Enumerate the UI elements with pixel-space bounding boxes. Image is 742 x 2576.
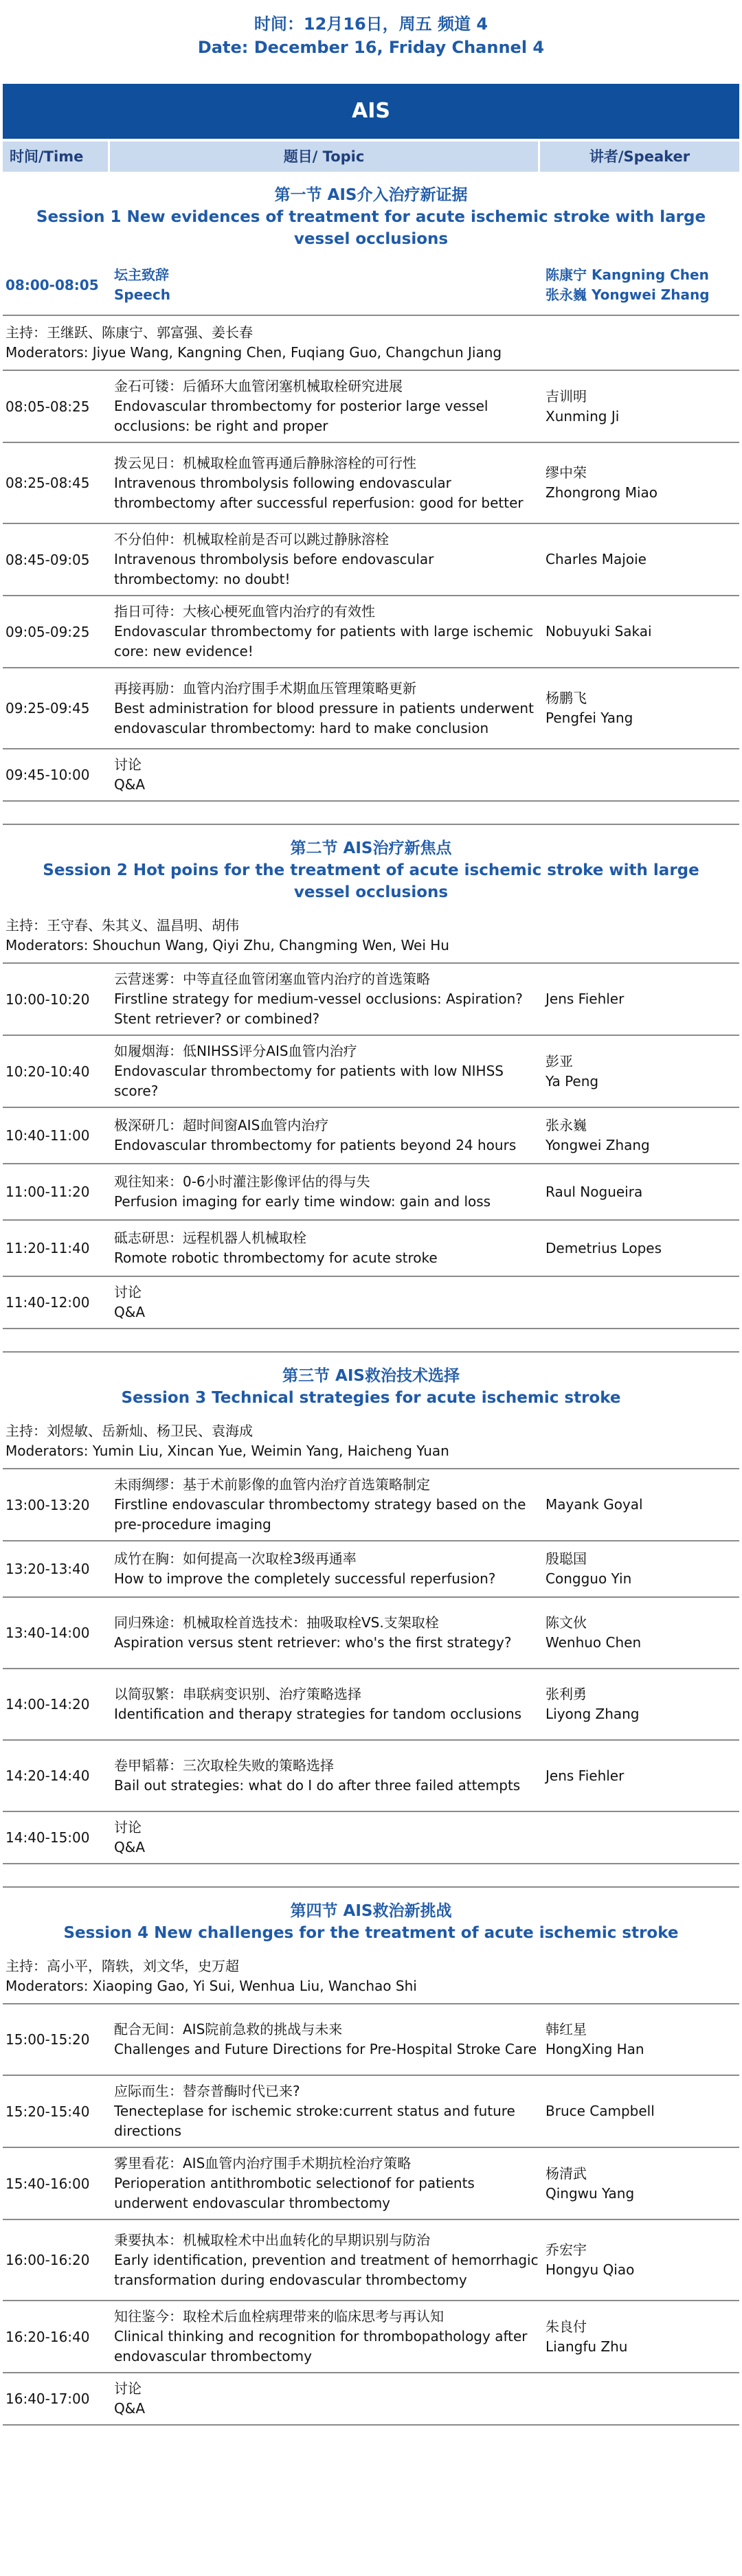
slot-speaker-line: Zhongrong Miao	[546, 484, 658, 501]
slot-speaker-line: Pengfei Yang	[546, 710, 633, 726]
schedule-row	[3, 1812, 739, 1864]
slot-speaker	[540, 1613, 739, 1653]
schedule-row	[3, 596, 739, 668]
slot-time: 16:40-17:00	[5, 2391, 90, 2407]
schedule-row	[3, 1469, 739, 1541]
session-gap	[3, 802, 739, 825]
slot-topic-line: 讨论	[114, 756, 142, 773]
slot-topic	[110, 1036, 540, 1107]
slot-topic-line: 坛主致辞	[114, 267, 169, 283]
slot-topic	[110, 1223, 540, 1274]
slot-time: 09:05-09:25	[5, 623, 90, 640]
slot-topic-line: 讨论	[114, 2380, 142, 2397]
slot-topic	[110, 1469, 540, 1540]
session-gap	[3, 1864, 739, 1888]
slot-time: 09:25-09:45	[5, 700, 90, 716]
slot-topic-line: Aspiration versus stent retriever: who's the first strategy?	[114, 1634, 512, 1651]
slot-speaker	[540, 989, 739, 1009]
slot-time: 11:20-11:40	[5, 1240, 90, 1256]
slot-speaker	[540, 463, 739, 503]
slot-topic-line: Speech	[114, 286, 170, 303]
ais-banner: AIS	[3, 84, 739, 139]
schedule-row	[3, 1598, 739, 1669]
slot-time: 14:20-14:40	[5, 1767, 90, 1784]
column-headers	[3, 142, 739, 172]
slot-time: 15:00-15:20	[5, 2031, 90, 2048]
slot-speaker-line: Charles Majoie	[546, 551, 647, 567]
slot-speaker-line: Jens Fiehler	[546, 991, 625, 1007]
slot-topic	[110, 265, 540, 305]
slot-speaker	[540, 688, 739, 728]
slot-time: 10:00-10:20	[5, 991, 90, 1008]
slot-topic	[110, 2225, 540, 2296]
slot-speaker	[540, 550, 739, 569]
schedule-row	[3, 2148, 739, 2220]
slot-time: 13:00-13:20	[5, 1496, 90, 1513]
slot-speaker-line: Congguo Yin	[546, 1570, 632, 1587]
slot-topic	[110, 1277, 540, 1328]
slot-time: 15:20-15:40	[5, 2103, 90, 2120]
slot-speaker	[540, 2101, 739, 2121]
slot-topic-line: 成竹在胸：如何提高一次取栓3级再通率	[114, 1550, 357, 1567]
schedule-row	[3, 443, 739, 524]
session-title-en: Session 1 New evidences of treatment for acute ischemic stroke with large vessel occlusions	[36, 208, 706, 248]
slot-topic-line: 拨云见日：机械取栓血管再通后静脉溶栓的可行性	[114, 454, 416, 471]
slot-time: 09:45-10:00	[5, 767, 90, 783]
slot-topic-line: Intravenous thrombolysis following endovascular thrombectomy after successful reperfusion: good for better	[114, 474, 524, 511]
slot-topic-line: 观往知来：0-6小时灌注影像评估的得与失	[114, 1173, 370, 1190]
slot-topic-line: 金石可镂：后循环大血管闭塞机械取栓研究进展	[114, 378, 403, 394]
slot-time: 08:00-08:05	[5, 277, 99, 293]
header-date-cn: 时间：12月16日，周五 频道 4	[254, 14, 488, 34]
slot-topic	[110, 749, 540, 800]
slot-speaker-line: 吉训明	[546, 387, 587, 405]
slot-topic-line: 配合无间：AIS院前急救的挑战与未来	[114, 2021, 343, 2037]
slot-speaker	[540, 1182, 739, 1202]
slot-topic-line: How to improve the completely successful reperfusion?	[114, 1570, 496, 1587]
slot-topic-line: 云营迷雾：中等直径血管闭塞血管内治疗的首选策略	[114, 971, 430, 987]
slot-speaker-line: 陈文伙	[546, 1614, 587, 1631]
slot-speaker-line: 杨鹏飞	[546, 690, 587, 706]
slot-speaker	[540, 387, 739, 427]
schedule-row	[3, 1277, 739, 1329]
slot-speaker-line: Demetrius Lopes	[546, 1239, 662, 1256]
slot-topic-line: 知往鉴今：取栓术后血栓病理带来的临床思考与再认知	[114, 2308, 444, 2325]
column-header-time: 时间/Time	[3, 142, 110, 172]
slot-topic-line: Clinical thinking and recognition for thrombopathology after endovascular thrombectomy	[114, 2328, 528, 2364]
slot-topic-line: 不分伯仲：机械取栓前是否可以跳过静脉溶栓	[114, 531, 389, 547]
schedule-row	[3, 524, 739, 596]
slot-topic-line: 砥志研思：远程机器人机械取栓	[114, 1230, 306, 1246]
slot-speaker	[540, 622, 739, 642]
slot-topic-line: Endovascular thrombectomy for patients with low NIHSS score?	[114, 1063, 504, 1099]
slot-speaker-line: Ya Peng	[546, 1072, 599, 1089]
slot-topic-line: Endovascular thrombectomy for patients beyond 24 hours	[114, 1137, 517, 1153]
slot-speaker	[540, 2020, 739, 2059]
slot-speaker-line: Liyong Zhang	[546, 1706, 640, 1722]
slot-topic	[110, 964, 540, 1035]
slot-speaker-line: 张永巍 Yongwei Zhang	[546, 286, 710, 303]
slot-speaker-line: Jens Fiehler	[546, 1767, 625, 1784]
slot-time: 14:40-15:00	[5, 1829, 90, 1846]
slot-time: 13:40-14:00	[5, 1625, 90, 1641]
schedule-row	[3, 1036, 739, 1108]
schedule-row	[3, 1221, 739, 1277]
schedule-row	[3, 1164, 739, 1221]
schedule-row	[3, 964, 739, 1036]
slot-topic-line: 以简驭繁：串联病变识别、治疗策略选择	[114, 1686, 361, 1702]
schedule-row	[3, 2373, 739, 2426]
slot-speaker	[540, 1549, 739, 1589]
session-title-en: Session 2 Hot poins for the treatment of acute ischemic stroke with large vessel occlusions	[43, 861, 699, 901]
slot-time: 10:40-11:00	[5, 1127, 90, 1144]
slot-topic-line: Identification and therapy strategies for tandom occlusions	[114, 1706, 522, 1722]
session-title	[0, 825, 742, 909]
session-title-en: Session 4 New challenges for the treatment of acute ischemic stroke	[63, 1924, 679, 1942]
opening-row	[3, 256, 739, 316]
session-title-en: Session 3 Technical strategies for acute ischemic stroke	[121, 1389, 621, 1407]
slot-time: 11:40-12:00	[5, 1294, 90, 1311]
slot-speaker-line: 缪中荣	[546, 464, 587, 481]
session-title-cn: 第一节 AIS介入治疗新证据	[274, 186, 468, 204]
schedule-row	[3, 371, 739, 443]
session-title	[0, 1888, 742, 1950]
slot-topic-line: 同归殊途：机械取栓首选技术：抽吸取栓VS.支架取栓	[114, 1614, 439, 1631]
slot-speaker-line: 陈康宁 Kangning Chen	[546, 267, 709, 283]
slot-topic-line: Perfusion imaging for early time window: gain and loss	[114, 1193, 491, 1210]
slot-topic-line: Q&A	[114, 776, 146, 793]
slot-speaker	[540, 1684, 739, 1724]
slot-topic-line: Romote robotic thrombectomy for acute stroke	[114, 1250, 438, 1266]
slot-speaker	[540, 1766, 739, 1786]
slot-time: 08:05-08:25	[5, 398, 90, 415]
slot-speaker-line: Xunming Ji	[546, 407, 620, 425]
slot-speaker-line: Qingwu Yang	[546, 2184, 635, 2202]
slot-time: 08:45-09:05	[5, 551, 90, 568]
slot-speaker-line: 张永巍	[546, 1117, 587, 1133]
slot-speaker-line: Yongwei Zhang	[546, 1137, 650, 1153]
slot-topic-line: 讨论	[114, 1284, 142, 1300]
slot-time: 10:20-10:40	[5, 1063, 90, 1080]
schedule-row	[3, 1741, 739, 1812]
slot-speaker	[540, 265, 739, 305]
schedule-row	[3, 1669, 739, 1741]
slot-topic	[110, 1812, 540, 1863]
slot-topic-line: Firstline endovascular thrombectomy strategy based on the pre-procedure imaging	[114, 1496, 526, 1533]
slot-topic-line: Q&A	[114, 1304, 146, 1320]
slot-speaker	[540, 1052, 739, 1092]
moderators-line: Moderators: Shouchun Wang, Qiyi Zhu, Changming Wen, Wei Hu	[5, 937, 449, 953]
slot-topic	[110, 2301, 540, 2372]
slot-speaker	[540, 2240, 739, 2280]
slot-topic-line: 卷甲韬幕：三次取栓失败的策略选择	[114, 1757, 334, 1774]
slot-speaker-line: 彭亚	[546, 1052, 573, 1070]
session-title-cn: 第三节 AIS救治技术选择	[282, 1367, 460, 1385]
slot-speaker-line: 殷聪国	[546, 1550, 587, 1567]
column-header-speaker: 讲者/Speaker	[540, 142, 739, 172]
slot-topic-line: Early identification, prevention and treatment of hemorrhagic transformation during endovascular thrombectomy	[114, 2251, 539, 2288]
slot-speaker-line: Nobuyuki Sakai	[546, 623, 652, 640]
slot-topic	[110, 1607, 540, 1658]
slot-topic-line: Challenges and Future Directions for Pre-Hospital Stroke Care	[114, 2041, 537, 2057]
slot-topic-line: 指日可待：大核心梗死血管内治疗的有效性	[114, 603, 375, 620]
schedule-row	[3, 2220, 739, 2301]
slot-speaker-line: 杨清武	[546, 2165, 587, 2182]
slot-topic-line: Q&A	[114, 1839, 146, 1855]
slot-topic-line: Perioperation antithrombotic selectionof for patients underwent endovascular thrombectomy	[114, 2175, 475, 2211]
slot-time: 16:20-16:40	[5, 2328, 90, 2345]
slot-topic	[110, 2373, 540, 2424]
slot-topic-line: Endovascular thrombectomy for patients with large ischemic core: new evidence!	[114, 623, 534, 659]
slot-speaker	[540, 2164, 739, 2204]
slot-speaker-line: HongXing Han	[546, 2041, 644, 2057]
schedule-row	[3, 749, 739, 802]
slot-speaker-line: 朱良付	[546, 2318, 587, 2335]
slot-topic-line: Best administration for blood pressure in patients underwent endovascular thrombectomy: hard to make conclusion	[114, 699, 534, 736]
slot-topic-line: 雾里看花：AIS血管内治疗围手术期抗栓治疗策略	[114, 2155, 412, 2171]
slot-topic-line: Intravenous thrombolysis before endovascular thrombectomy: no doubt!	[114, 551, 434, 587]
schedule-row	[3, 1108, 739, 1164]
slot-speaker-line: Wenhuo Chen	[546, 1634, 642, 1651]
slot-topic	[110, 2148, 540, 2219]
slot-topic-line: 再接再励：血管内治疗围手术期血压管理策略更新	[114, 679, 416, 697]
slot-topic	[110, 2014, 540, 2065]
slot-speaker	[540, 1495, 739, 1515]
slot-speaker-line: 乔宏宇	[546, 2241, 587, 2258]
slot-topic	[110, 596, 540, 667]
schedule-row	[3, 2004, 739, 2076]
slot-topic-line: 应际而生：替奈普酶时代已来?	[114, 2083, 300, 2099]
slot-time: 08:25-08:45	[5, 475, 90, 491]
slot-topic-line: 秉要执本：机械取栓术中出血转化的早期识别与防治	[114, 2231, 430, 2248]
slot-topic-line: Bail out strategies: what do I do after three failed attempts	[114, 1777, 521, 1794]
slot-speaker-line: 张利勇	[546, 1686, 587, 1702]
schedule-row	[3, 1541, 739, 1598]
slot-speaker	[540, 1239, 739, 1258]
slot-speaker-line: Liangfu Zhu	[546, 2338, 628, 2355]
slot-topic	[110, 448, 540, 519]
sessions-container	[0, 172, 742, 2426]
slot-topic	[110, 524, 540, 595]
slot-speaker-line: Bruce Campbell	[546, 2103, 655, 2119]
schedule-row	[3, 2076, 739, 2148]
slot-speaker-line: Hongyu Qiao	[546, 2261, 635, 2278]
slot-time: 11:00-11:20	[5, 1184, 90, 1200]
slot-topic-line: 未雨绸缪：基于术前影像的血管内治疗首选策略制定	[114, 1476, 430, 1493]
session-title-cn: 第二节 AIS治疗新焦点	[290, 839, 452, 857]
slot-time: 15:40-16:00	[5, 2175, 90, 2192]
moderators-line: 主持：刘煜敏、岳新灿、杨卫民、袁海成	[5, 1423, 253, 1439]
schedule-row	[3, 2301, 739, 2373]
moderators-line: 主持：高小平，隋轶，刘文华，史万超	[5, 1958, 239, 1974]
slot-topic	[110, 1750, 540, 1801]
slot-speaker-line: Mayank Goyal	[546, 1496, 643, 1513]
schedule-row	[3, 668, 739, 749]
moderators-line: Moderators: Xiaoping Gao, Yi Sui, Wenhua Liu, Wanchao Shi	[5, 1978, 417, 1994]
slot-speaker-line: 韩红星	[546, 2021, 587, 2037]
slot-time: 14:00-14:20	[5, 1696, 90, 1713]
slot-speaker-line: Raul Nogueira	[546, 1183, 643, 1200]
moderators	[3, 316, 739, 371]
slot-topic-line: Endovascular thrombectomy for posterior large vessel occlusions: be right and proper	[114, 398, 488, 434]
slot-topic-line: Q&A	[114, 2400, 146, 2417]
page-header	[0, 0, 742, 59]
slot-topic	[110, 1544, 540, 1594]
moderators	[3, 1950, 739, 2004]
slot-topic	[110, 673, 540, 744]
slot-topic-line: Tenecteplase for ischemic stroke:current status and future directions	[114, 2103, 515, 2139]
moderators	[3, 1414, 739, 1469]
slot-topic	[110, 371, 540, 442]
slot-topic-line: 如履烟海：低NIHSS评分AIS血管内治疗	[114, 1043, 357, 1059]
slot-topic-line: Firstline strategy for medium-vessel occlusions: Aspiration? Stent retriever? or combined?	[114, 991, 523, 1027]
session-title	[0, 1353, 742, 1414]
moderators	[3, 909, 739, 964]
slot-speaker	[540, 1116, 739, 1155]
slot-speaker	[540, 2317, 739, 2357]
header-date-en: Date: December 16, Friday Channel 4	[197, 38, 545, 57]
session-title-cn: 第四节 AIS救治新挑战	[290, 1902, 452, 1920]
moderators-line: 主持：王继跃、陈康宁、郭富强、姜长春	[5, 324, 253, 341]
moderators-line: 主持：王守春、朱其义、温昌明、胡伟	[5, 917, 239, 934]
slot-time: 16:00-16:20	[5, 2252, 90, 2268]
slot-topic	[110, 1166, 540, 1217]
column-header-topic: 题目/ Topic	[110, 142, 540, 172]
slot-topic-line: 极深研几：超时间窗AIS血管内治疗	[114, 1117, 329, 1133]
moderators-line: Moderators: Yumin Liu, Xincan Yue, Weimin Yang, Haicheng Yuan	[5, 1443, 449, 1459]
session-gap	[3, 1329, 739, 1353]
slot-topic	[110, 2076, 540, 2147]
slot-time: 13:20-13:40	[5, 1561, 90, 1577]
slot-topic	[110, 1679, 540, 1730]
session-title	[0, 172, 742, 256]
moderators-line: Moderators: Jiyue Wang, Kangning Chen, Fuqiang Guo, Changchun Jiang	[5, 344, 502, 361]
slot-topic-line: 讨论	[114, 1819, 142, 1835]
slot-topic	[110, 1110, 540, 1161]
